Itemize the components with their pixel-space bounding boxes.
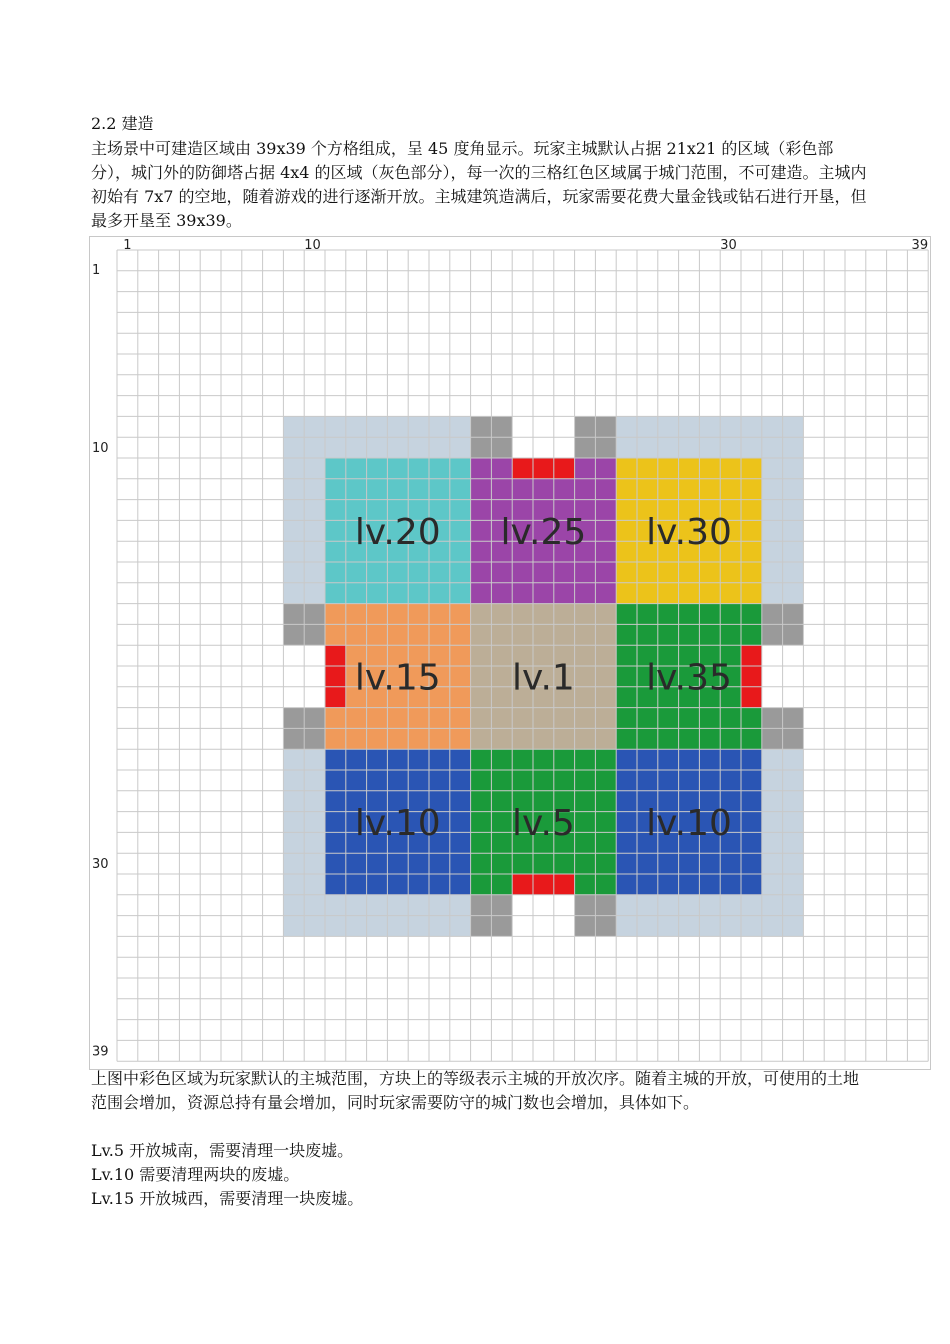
- city-grid-svg: [90, 237, 930, 1069]
- gate-north: [512, 458, 574, 479]
- city-grid-figure: [89, 236, 931, 1070]
- gate-west: [325, 645, 346, 707]
- block-label-lv20: lv.20: [354, 511, 441, 553]
- y-tick-label: 10: [92, 441, 109, 457]
- unlock-line-lv10: Lv.10 需要清理两块的废墟。: [91, 1165, 300, 1184]
- x-tick-label: 39: [911, 238, 929, 253]
- block-label-lv35: lv.35: [646, 657, 732, 699]
- y-tick-label: 30: [92, 857, 109, 873]
- block-label-lv30: lv.30: [646, 511, 732, 553]
- x-tick-label: 1: [123, 238, 132, 253]
- block-label-lv5: lv.5: [511, 803, 575, 844]
- block-label-lv15: lv.15: [354, 657, 441, 699]
- caption-paragraph: 上图中彩色区域为玩家默认的主城范围，方块上的等级表示主城的开放次序。随着主城的开放，可使用的土地范围会增加，资源总持有量会增加，同时玩家需要防守的城门数也会增加，具体如下。: [91, 1069, 860, 1112]
- y-tick-label: 39: [92, 1044, 109, 1060]
- unlock-line-lv15: Lv.15 开放城西，需要清理一块废墟。: [91, 1189, 364, 1208]
- unlock-line-lv5: Lv.5 开放城南，需要清理一块废墟。: [91, 1141, 354, 1160]
- block-label-lv25: lv.25: [500, 511, 587, 553]
- x-tick-label: 30: [720, 238, 737, 253]
- intro-paragraph: 主场景中可建造区域由 39x39 个方格组成，呈 45 度角显示。玩家主城默认占据 21x21 的区域（彩色部分），城门外的防御塔占据 4x4 的区域（灰色部分），每一次的三格红色区域属于城门范围，不可建造。主城内初始有 7x7 的空地，随着游戏的进行逐渐开放。主城建筑造满后，玩家需要花费大量金钱或钻石进行开垦，但最多开垦至 39x39。: [91, 139, 867, 230]
- block-label-lv10b: lv.10: [646, 803, 732, 844]
- y-tick-label: 1: [92, 263, 101, 278]
- x-tick-label: 10: [304, 238, 321, 253]
- gate-east: [741, 645, 762, 707]
- block-label-lv1: lv.1: [511, 657, 575, 699]
- gate-south: [512, 874, 574, 895]
- block-label-lv10a: lv.10: [354, 803, 441, 844]
- section-heading: 2.2 建造: [91, 114, 154, 133]
